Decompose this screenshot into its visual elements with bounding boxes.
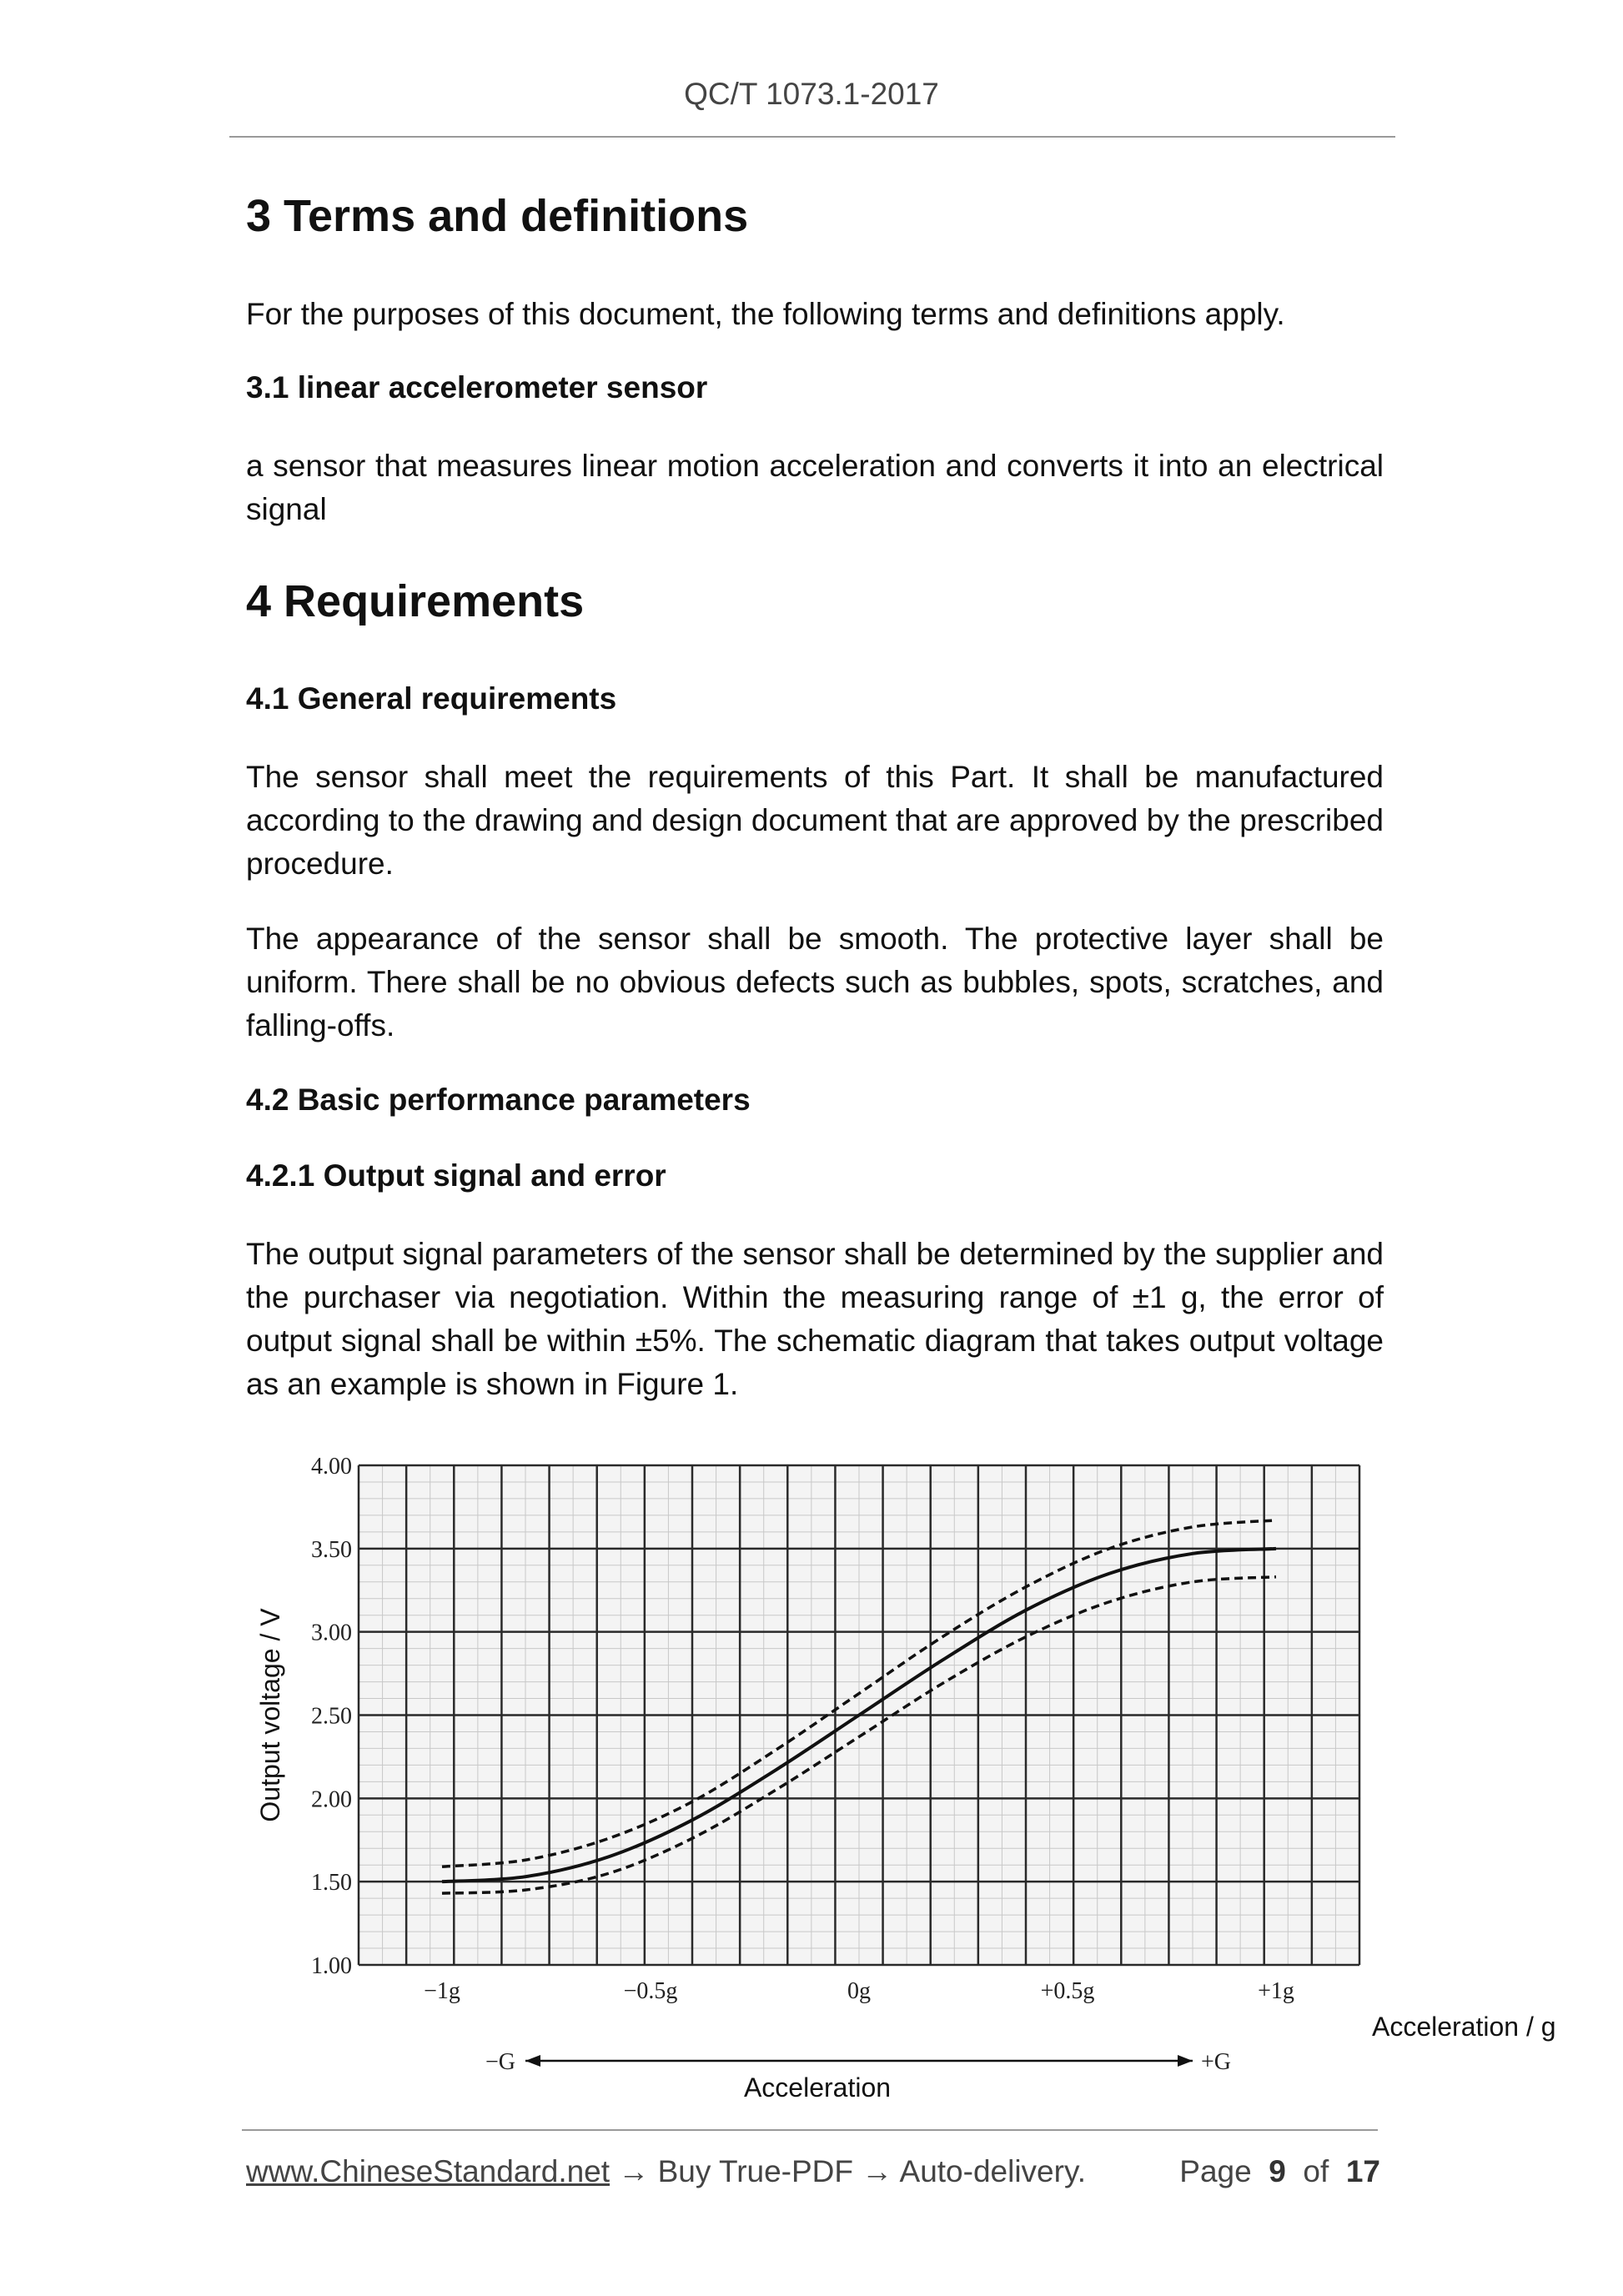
y-tick-label: 4.00 <box>311 1454 352 1480</box>
general-p1-wrap <box>246 756 1384 886</box>
x-tick-label: −0.5g <box>623 1978 678 2004</box>
term-3-1-heading: 3.1 linear accelerometer sensor <box>246 370 708 404</box>
perf-heading-wrap <box>246 1083 1384 1118</box>
output-heading-wrap <box>246 1158 1384 1193</box>
section-4-2-1-paragraph: The output signal parameters of the sensor shall be determined by the supplier and the purchaser via negotiation. Within the measuring range of ±1 g, the error of output signal shall be within ±5%. The schematic diagram that takes output voltage as an example is shown in Figure 1. <box>246 1237 1384 1401</box>
x-tick-label: −1g <box>424 1978 460 2004</box>
section-4-1-paragraph-1: The sensor shall meet the requirements of this Part. It shall be manufactured according to the drawing and design document that are approved by the prescribed procedure. <box>246 760 1384 881</box>
output-voltage-chart <box>246 1447 1556 2103</box>
y-tick-label: 1.50 <box>311 1870 352 1897</box>
range-right-label: +G <box>1201 2049 1232 2075</box>
range-arrow-left-head <box>525 2055 540 2067</box>
output-paragraph-wrap <box>246 1233 1384 1406</box>
site-link[interactable]: www.ChineseStandard.net <box>246 2154 611 2188</box>
figure-1 <box>246 1447 1556 2103</box>
section-4-1-paragraph-2: The appearance of the sensor shall be smooth. The protective layer shall be uniform. There shall be no obvious defects such as bubbles, spots, scratches, and falling-offs. <box>246 922 1384 1042</box>
y-axis-label: Output voltage / V <box>255 1608 285 1822</box>
page-footer <box>246 2154 1380 2189</box>
footer-divider <box>242 2129 1378 2131</box>
y-tick-label: 2.00 <box>311 1786 352 1813</box>
range-arrow-right-head <box>1178 2055 1193 2067</box>
section-4-2-heading: 4.2 Basic performance parameters <box>246 1083 751 1117</box>
header-divider <box>229 136 1395 138</box>
general-p2-wrap <box>246 917 1384 1048</box>
term-definition-wrap <box>246 445 1384 531</box>
section-3-heading: 3 Terms and definitions <box>246 191 749 241</box>
y-tick-label: 3.00 <box>311 1620 352 1646</box>
y-tick-label: 3.50 <box>311 1536 352 1563</box>
footer-promo: → Buy True-PDF → Auto-delivery. <box>610 2154 1086 2188</box>
section-4-heading: 4 Requirements <box>246 576 585 626</box>
y-tick-label: 1.00 <box>311 1953 352 1979</box>
page-number <box>1179 2154 1380 2189</box>
x-tick-label: +0.5g <box>1040 1978 1095 2004</box>
of-word: of <box>1303 2154 1329 2188</box>
section-3-intro: For the purposes of this document, the following terms and definitions apply. <box>246 297 1285 331</box>
section-4-1-heading: 4.1 General requirements <box>246 681 617 716</box>
section-3-heading-wrap <box>246 190 1384 242</box>
term-heading-wrap <box>246 370 1384 405</box>
total-pages: 17 <box>1345 2154 1380 2188</box>
range-caption: Acceleration <box>743 2072 892 2103</box>
page-word: Page <box>1179 2154 1252 2188</box>
section-3-intro-wrap <box>246 293 1384 336</box>
range-left-label: −G <box>485 2049 515 2075</box>
doc-code: QC/T 1073.1-2017 <box>684 77 939 111</box>
x-tick-label: +1g <box>1258 1978 1294 2004</box>
section-4-2-1-heading: 4.2.1 Output signal and error <box>246 1158 666 1193</box>
term-3-1-definition: a sensor that measures linear motion acceleration and converts it into an electrical signal <box>246 449 1384 526</box>
general-heading-wrap <box>246 681 1384 716</box>
y-tick-label: 2.50 <box>311 1703 352 1730</box>
current-page: 9 <box>1269 2154 1286 2188</box>
section-4-heading-wrap <box>246 575 1384 627</box>
x-tick-label: 0g <box>847 1978 871 2004</box>
x-axis-label: Acceleration / g <box>1372 2012 1556 2042</box>
